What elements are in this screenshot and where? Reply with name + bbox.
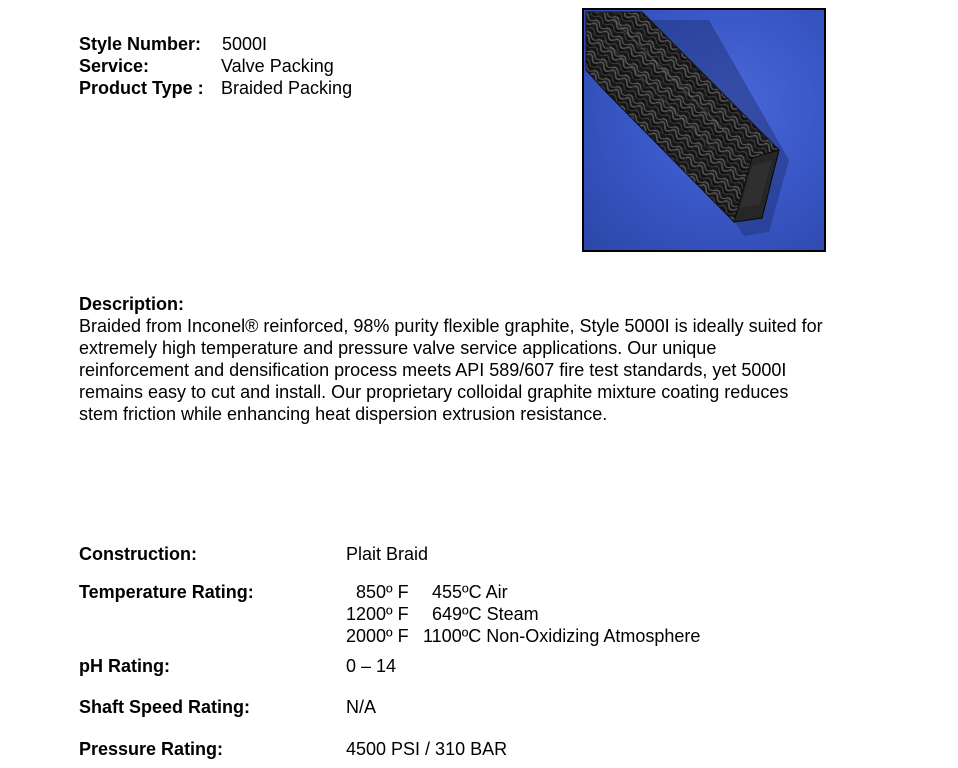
- description-body: [79, 315, 879, 425]
- product-photo: [582, 8, 826, 252]
- description-line: Braided from Inconel® reinforced, 98% purity flexible graphite, Style 5000I is ideally suited for: [79, 316, 823, 336]
- temperature-row: [346, 603, 409, 625]
- temperature-fahrenheit: 2000º F: [346, 626, 409, 646]
- style-number-value: 5000I: [222, 34, 268, 54]
- temperature-row: [356, 581, 409, 603]
- braided-packing-image: [584, 10, 824, 250]
- pressure-label: Pressure Rating:: [79, 739, 224, 759]
- description-line: remains easy to cut and install. Our proprietary colloidal graphite mixture coating reduces: [79, 382, 789, 402]
- description-title: Description:: [79, 294, 185, 314]
- pressure-value: 4500 PSI / 310 BAR: [346, 739, 508, 759]
- temperature-fahrenheit: 1200º F: [346, 604, 409, 624]
- temperature-row: [346, 625, 409, 647]
- temperature-celsius: 649ºC Steam: [432, 604, 539, 624]
- temperature-fahrenheit: 850º F: [356, 582, 409, 602]
- description-line: reinforcement and densification process meets API 589/607 fire test standards, yet 5000I: [79, 360, 787, 380]
- product-type-label: Product Type :: [79, 78, 204, 98]
- product-type-value: Braided Packing: [221, 78, 353, 98]
- style-number-label: Style Number:: [79, 34, 202, 54]
- temperature-celsius: 1100ºC Non-Oxidizing Atmosphere: [423, 626, 701, 646]
- shaft-speed-value: N/A: [346, 697, 377, 717]
- service-value: Valve Packing: [221, 56, 334, 76]
- ph-label: pH Rating:: [79, 656, 170, 676]
- service-label: Service:: [79, 56, 150, 76]
- temperature-label: Temperature Rating:: [79, 582, 254, 602]
- ph-value: 0 – 14: [346, 656, 397, 676]
- construction-value: Plait Braid: [346, 544, 429, 564]
- description-line: extremely high temperature and pressure valve service applications. Our unique: [79, 338, 717, 358]
- temperature-celsius: 455ºC Air: [432, 582, 508, 602]
- construction-label: Construction:: [79, 544, 197, 564]
- shaft-speed-label: Shaft Speed Rating:: [79, 697, 251, 717]
- description-line: stem friction while enhancing heat dispersion extrusion resistance.: [79, 404, 608, 424]
